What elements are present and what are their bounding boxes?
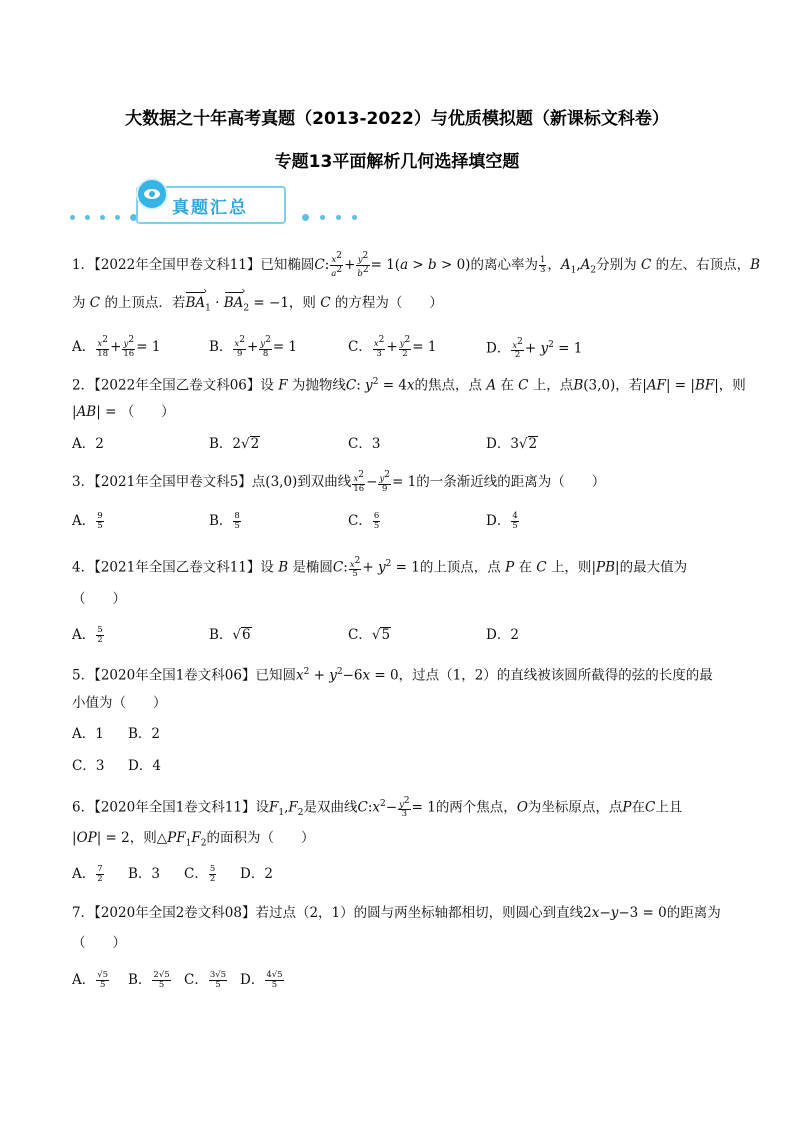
question-6: 6．【2020年全国1卷文科11】设$F_1,F_2$是双曲线$C:x^2-$ $\frac{y^2}{3}$ = 1的两个焦点，O为坐标原点，点P在C上且 [72,795,683,820]
section-badge [136,186,286,224]
document-subtitle: 专题13平面解析几何选择填空题 [274,152,520,172]
question-1-line-2: 为 C 的上顶点．若BA $›_1$ · BA $›_2 = -1$，则 C 的方程为（ ） [72,294,443,318]
question-source: 【2021年全国甲卷文科5】 [94,473,252,490]
q7-option-b: B． $\frac{2√5}{5}$ [128,970,170,990]
q1-option-d: D． $\frac{x^2}{2}$ + $y^2 = 1$ [486,336,583,361]
question-2-line-2: |AB| = （ ） [72,404,175,420]
q7-option-c: C． $\frac{3√5}{5}$ [184,970,227,990]
question-source: 【2020年全国2卷文科08】 [94,905,256,921]
question-5: 5．【2020年全国1卷文科06】已知圆$x^2 + y^2-6x = 0$，过点（1，2）的直线被该圆所截得的弦的长度的最 [72,667,713,684]
q1-option-c: C． $\frac{x^2}{3}$ + $\frac{y^2}{2}$ = 1 [348,335,437,359]
q1-option-b: B． $\frac{x^2}{9}$ + $\frac{y^2}{8}$ = 1 [209,335,298,359]
question-source: 【2020年全国1卷文科11】 [94,799,256,816]
q5-option-b: B．2 [128,726,161,742]
question-source: 【2020年全国1卷文科06】 [94,667,256,684]
q6-option-c: C． $\frac{5}{2}$ [184,864,216,884]
q2-option-a: A．2 [72,436,104,452]
section-label: 真题汇总 [172,198,248,218]
q3-option-c: C． $\frac{6}{5}$ [348,511,380,531]
q1-option-a: A． $\frac{x^2}{18}$ + $\frac{y^2}{16}$ = 1 [72,335,161,359]
q3-option-a: A． $\frac{9}{5}$ [72,511,103,531]
q4-option-a: A． $\frac{5}{2}$ [72,625,103,645]
section-banner [70,184,370,228]
question-4: 4．【2021年全国乙卷文科11】设 B 是椭圆C: $\frac{x^2}{5}$ + $y^2 = 1$的上顶点，点 P 在 C 上，则|PB|的最大值为 [72,555,688,580]
question-4-line-2: （ ） [72,591,126,607]
q6-option-d: D．2 [240,866,273,882]
question-5-line-2: 小值为（ ） [72,695,167,711]
question-1: 1．【2022年全国甲卷文科11】已知椭圆C: $\frac{x^2}{a^2}$ + $\frac{y^2}{b^2}$ = 1(a > b > 0)的离心率为 $\frac{1}{3}$ ，$A_1,A_2$分别为 C 的左、右顶点，B [72,251,760,279]
question-3: 3．【2021年全国甲卷文科5】点(3,0)到双曲线 $\frac{x^2}{16}$ − $\frac{y^2}{9}$ = 1的一条渐近线的距离为（ ） [72,470,606,494]
question-6-line-2: |OP| = 2，则$\triangle PF_1F_2$的面积为（ ） [72,830,315,849]
q3-option-b: B． $\frac{8}{5}$ [209,511,240,531]
q5-option-c: C．3 [72,758,105,774]
q5-option-d: D．4 [128,758,161,774]
q6-option-b: B．3 [128,866,161,882]
eye-icon [136,178,168,210]
question-source: 【2022年全国乙卷文科06】 [94,377,261,394]
q7-option-d: D． $\frac{4√5}{5}$ [240,970,283,990]
q2-option-d: D．3√2 [486,436,538,452]
q4-option-d: D．2 [486,627,519,643]
decorative-dots-left [70,214,137,221]
q2-option-c: C．3 [348,436,381,452]
question-7-line-2: （ ） [72,935,126,951]
q6-option-a: A． $\frac{7}{2}$ [72,864,103,884]
q2-option-b: B．2√2 [209,436,260,452]
question-source: 【2022年全国甲卷文科11】 [94,256,261,273]
question-7: 7．【2020年全国2卷文科08】若过点（2，1）的圆与两坐标轴都相切，则圆心到直线2x−y−3 = 0的距离为 [72,905,721,921]
question-source: 【2021年全国乙卷文科11】 [94,559,261,576]
document-title: 大数据之十年高考真题（2013-2022）与优质模拟题（新课标文科卷） [125,109,669,129]
q4-option-c: C．√5 [348,627,391,643]
q7-option-a: A． $\frac{√5}{5}$ [72,970,109,990]
question-2: 2．【2022年全国乙卷文科06】设 F 为抛物线C: $y^2 = 4x$的焦点，点 A 在 C 上，点B(3,0)，若|AF| = |BF|，则 [72,377,746,394]
q4-option-b: B．√6 [209,627,251,643]
q3-option-d: D． $\frac{4}{5}$ [486,511,518,531]
decorative-dots-right [302,214,357,221]
q5-option-a: A．1 [72,726,104,742]
